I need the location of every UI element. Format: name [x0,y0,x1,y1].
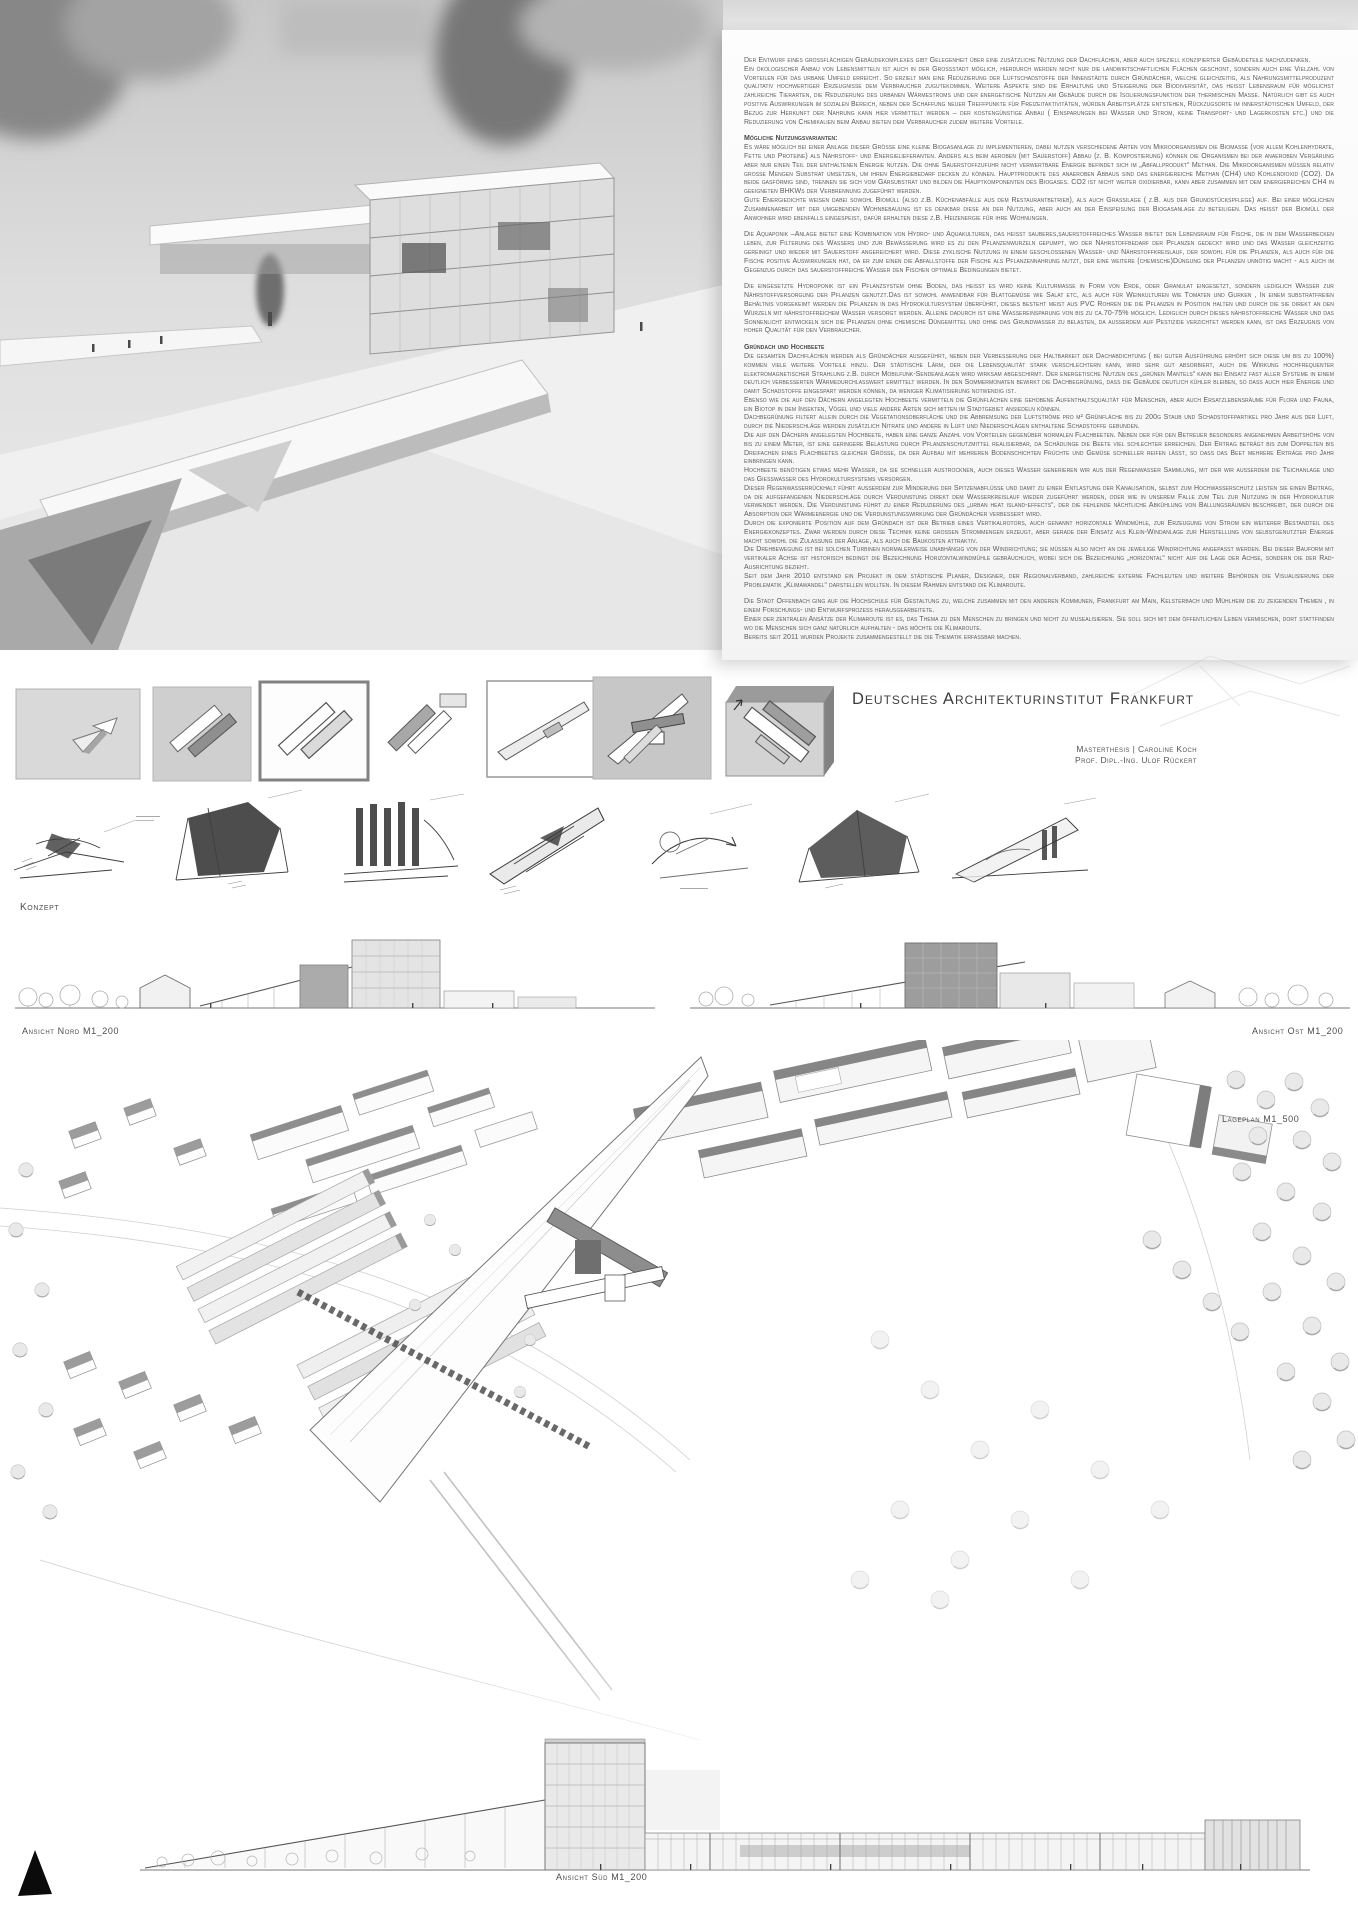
lageplan-label: Lageplan M1_500 [1222,1114,1300,1124]
article-paragraph: Ebenso wie die auf den Dächern angelegten Hochbeete vermitteln die Grünflächen eine gehobene Aufenthaltsqualität für Menschen, aber auch Ersatzlebensräume für Flora und Fauna, ein Biotop in dem Insekten, Vögel und viele andere Arten sich mitten im Stadtgebiet ansiedeln können. [744,396,1334,413]
north-arrow-icon [14,1846,58,1900]
elevations-nord-ost [0,925,1358,1020]
field-trees [851,1331,1169,1609]
article-paragraph: Die eingesetzte Hydroponik ist ein Pflanzsystem ohne Boden, das heisst es wird keine Kulturmasse in Form von Erde, oder Granulat eingesetzt, sondern lediglich Wasser zur Nährstoffversorgung der Pflanzen genutzt.Das ist sowohl anwendbar für Blattgemüse wie Salat etc, als auch für Weinkulturen wie Tomaten und Gurken , In einem substratfreien Behältnis vorgekeimt werden die Pflanzen in das Hydrokultursystem überführt, dieses besteht meist aus PVC Rohren die die Pflanzen in Position halten und durch die sie direkt an den Wurzeln mit nährstoffreichem Wasser versorgt werden. Alleine dadurch ist eine Wassereinsparung von bis zu ca.70-75% möglich. Lediglich durch dieses nährstoffreiche Wasser und das Sonnenlicht entwickeln sich die Pflanzen ohne chemische Düngemittel und ohne das Grundwasser zu belasten, da ausserdem auf Pestizide verzichtet werden kann, ist das Erzeugnis von hoher Qualität für den Verbraucher. [744,283,1334,335]
article-paragraph: Die Stadt Offenbach ging auf die Hochschule für Gestaltung zu, welche zusammen mit den anderen Kommunen, Frankfurt am Main, Kelsterbach und Mühlheim die zu zeigenden Themen , in einem Forschungs- und Entwurfsprozess herausgearbeitete. [744,598,1334,615]
ansicht-nord-label: Ansicht Nord M1_200 [22,1026,120,1036]
model-main-building [355,163,614,354]
article-paragraph: Die Aquaponik –Anlage bietet eine Kombination von Hydro- und Aquakulturen, das heisst sauberes,sauerstoffreiches Wasser bietet den Lebensraum für Fische, die in dem Wasserbecken leben, zur Filterung des Wassers und zur Bewässerung wird es zu den Pflanzenwurzeln gepumpt, wo der Nährstoffbedarf der Pflanzen gedeckt wird und das Wasser gleichzeitig gereinigt und wieder mit Sauerstoff angereichert wird. Diese zyklische Nutzung in einem geschlossenen Wasser- und Nährstoffkreislauf, der sowohl für die Pflanzen, als auch für die Fische positive Auswirkungen hat, da er zum einen die Abfallstoffe der Fische als Pflanzennahrung nutzt, der eine weitere (chemische)Düngung der Pflanzen unnötig macht - als auch im Gegenzug durch das sauerstoffreiche Wasser den Fischen optimale Bedingungen bietet. [744,231,1334,274]
article-paragraph: Seit dem Jahr 2010 entstand ein Projekt in dem städtische Planer, Designer, der Regionalverband, zahlreiche externe Fachleuten und weitere Behörden die Visualisierung der Problematik „Klimawandel“ darstellen wollten. In diesem Rahmen entstand die Klimaroute. [744,572,1334,589]
article-paragraph: Gute Energiedichte weisen dabei sowohl Biomüll (also z.B. Küchenabfälle aus dem Restaurantbetrieb), als auch Grassilage ( z.B. aus der Grundstückspflege) auf. Bei einer möglichen Zusammenarbeit mit der umgebenden Wohnbebauung ist es denkbar diese an der Nutzung, aber auch an der Einspeisung der Biogasanlage zu beteiligen. Das heisst der Biomüll der Anwohner wird ebenfalls eingespeist, dafür erhalten diese z.B. Heizenergie für ihre Wohnungen. [744,196,1334,222]
article-paragraph: Bereits seit 2011 wurden Projekte zusammengestellt die die Thematik erfassbar machen. [744,633,1022,641]
article-paragraph: Die Drehbewegung ist bei solchen Turbinen normalerweise unabhängig von der Windrichtung; sie müssen also nicht an die jeweilige Windrichtung angepasst werden. Bei dieser Bauform mit vertikaler Achse ist historisch bedingt die Bezeichnung Horizontalwindmühle gebräuchlich, wobei sich die Bezeichnung „horizontal“ nicht auf die Lage der Achse, sondern die der Rad-Ausrichtung bezieht. [744,546,1334,572]
credits-professor: Prof. Dipl.-Ing. Ulof Rückert [1075,755,1197,765]
article-paragraph: Einer der zentralen Ansätze der Klimaroute ist es, das Thema zu den Menschen zu bringen und nicht zu musealisieren. Sie soll sich mit dem öffentlichen Leben vermischen, dort stattfinden wo die Menschen sich ganz natürlich aufhalten - das möchte die Klimaroute. [744,616,1334,632]
hall-rows-1 [176,1169,407,1344]
houses-lower-left [64,1351,262,1468]
article-paragraph: Der Entwurf eines grossflächigen Gebäudekomplexes gibt Gelegenheit über eine zusätzliche Nutzung der Dachflächen, aber auch speziell konzipierter Gebäudeteile nachzudenken. [744,57,1311,64]
article-heading-gruendach: Gründach und Hochbeete [744,344,825,352]
concept-box-2 [152,686,252,782]
model-photo [0,0,723,650]
konzept-label: Konzept [20,902,60,913]
credits-block [957,744,1197,766]
concept-box-4 [378,686,474,774]
concept-box-5 [486,680,606,778]
city-blocks-upper-right [632,1040,1159,1189]
article-paragraph: Die auf den Dächern angelegten Hochbeete, haben eine ganze Anzahl von Vorteilen gegenüber normalen Flachbeeten. Neben der für den Betreuer besonders angenehmen Arbeitshöhe von bis zu einem Meter, ist eine geringere Belastung durch Pflanzenschutzmittel realisierbar, da Schädlinge die Beete viel schlechter erreichen. Der Ertrag beträgt bis zum Doppelten bis Dreifachen eines Flachbeetes gleicher Grösse, da der Aufbau mit mehreren Bodenschichten Früchte und Gemüse schneller reifen lässt, so dass das Beet mehrere Erträge pro Jahr einbringen kann. [744,432,1334,466]
article-heading-nutzungsvarianten: Mögliche Nutzungsvarianten: [744,135,838,143]
site-plan-drawing [0,1040,1358,1780]
article-paragraph: Hochbeete benötigen etwas mehr Wasser, da sie schneller austrocknen, auch dieses Wasser generieren wir aus der Regenwasser Sammlung, mit der wir ausserdem die Teichanlage und das Giesswasser des Hydrokultursystems versorgen. [744,467,1334,484]
concept-box-6 [592,676,712,780]
concept-box-3 [258,680,370,782]
credits-masterthesis: Masterthesis | Caroline Koch [1076,744,1197,754]
concept-sketches [0,786,1100,908]
article-paragraph: Dieser Regenwasserrückhalt führt ausserdem zur Minderung der Spitzenabflüsse und damit zu einer Entlastung der Kanalisation, selbst zum Hochwasserschutz leisten sie einen Beitrag, da die aufgefangenen Niederschläge durch Verdunstung direkt dem Wasserkreislauf wieder zugeführt werden, oder wie in unserem Falle zum Teil zur Nutzung in der Hydrokultur verwendet werden. Die Verdunstung führt zu einer Reduzierung des „urban heat island-effects“, der die fehlende nächtliche Abkühlung von Ballungsräumen beschreibt, der durch die Absorption der Wärmeenergie und die Verdunstungswirkung der Gründächer verbessert wird. [744,484,1334,519]
ansicht-ost-label: Ansicht Ost M1_200 [1252,1026,1344,1036]
article-paragraph: Es wäre möglich bei einer Anlage dieser Grösse eine kleine Biogasanlage zu implementieren, dabei nutzen verschiedene Arten von Mikroorganismen die Biomasse (vor allem Kohlenhydrate, Fette und Proteine) als Nährstoff- und Energielieferanten. Anders als beim aeroben (mit Sauerstoff) Abbau (z. B. Kompostierung) können die Organismen bei der anaeroben Vergärung aber nur einen Teil der enthaltenen Energie nutzen. Die ohne Sauerstoffzufuhr nicht verwertbare Energie befindet sich im „Abfallprodukt“ Methan. Die Mikroorganismen müssen relativ grosse Mengen Substrat umsetzen, um ihren Energiebedarf decken zu können. Hauptprodukte des anaeroben Abbaus sind das energiereiche Methan (CH4) und Kohlendioxid (CO2). Da beide gasförmig sind, trennen sie sich vom Gärsubstrat und bilden die Hauptkomponenten des Biogases. CO2 ist nicht weiter oxidierbar, kann aber zusammen mit dem energiereichen CH4 in geeigneten BHKWs der Verbrennung zugeführt werden. [744,144,1334,196]
article-paragraph: Ein ökologischer Anbau von Lebensmitteln ist auch in der Grossstadt möglich, hierdurch werden nicht nur die landwirtschaftlichen Flächen geschont, sondern auch eine Vielzahl von Vorteilen für das urbane Umfeld erreicht. So erzielt man eine Reduzierung der Luftschadstoffe der Innenstädte durch Gründächer, welche gleichzeitig, als Nahrungsmittelproduzent qualitativ hochwertiger Erzeugnisse dem Verbraucher zugutekommen. Weitere Aspekte sind die Erhaltung und Steigerung der Biodiversität, das heisst Lebensraum für möglichst zahlreiche Tierarten, die Reduzierung des urbanen Wärmestroms und der energetische Nutzen am Gebäude durch die Isolierungsfunktion der thermischen Masse. Natürlich gibt es auch positive Auswirkungen im sozialen Bereich, neben der Schaffung neuer Treffpunkte für Freizeitaktivitäten, würden Arbeitsplätze entstehen, Rückzugsorte im innerstädtischen Umfeld, der Bezug zur Herkunft der Nahrung kann hier vermittelt werden – der kostengünstige Anbau ( Einsparungen bei Wasser und Strom, keine Transport- und Lagerkosten etc.) und die Reduzierung von Chemikalien beim Anbau bieten dem Verbraucher zudem weitere Vorteile. [744,65,1334,126]
houses-left [59,1099,206,1198]
ansicht-sued-label: Ansicht Süd M1_200 [556,1872,648,1882]
article-paragraph: Dachbegrünung filtert allein durch die Vegetationsoberfläche und die Abbremsung der Luftströme pro m² Grünfläche bis zu 200g Staub und Schadstoffpartikel pro Jahr aus der Luft, durch die Niederschläge werden zusätzlich Nitrate und andere in Luft und Niederschlägen enthaltene Schadstoffe gebunden. [744,414,1334,431]
concept-box-1 [15,688,141,780]
project-text-panel [722,30,1358,660]
elevation-nord [15,940,655,1008]
trees-left [9,1163,57,1519]
city-blocks-upper-left [245,1043,542,1228]
elevation-ost [690,943,1350,1008]
board-title: Deutsches Architekturinstitut Frankfurt [852,690,1195,708]
project-logo [720,680,838,780]
article-paragraph: Die gesamten Dachflächen werden als Gründächer ausgeführt, neben der Verbesserung der Haltbarkeit der Dachabdichtung ( bei guter Ausführung erhöht sich diese um bis zu 100%) kommen viele weitere Vorteile hinzu. Der städtische Lärm, der die Lebensqualität stark verschlechtern kann, wird sehr gut absorbiert, auch die Wirkung hochfrequenter elektromagnetischer Strahlung z.B. durch Mobilfunk-Sendeanlagen wird wirksam abgeschirmt. Der energetische Nutzen des „grünen Mantels“ kann bei Einsatz fast aller Systeme in einem deutlich verbesserten Wärmedurchlasswert ermittelt werden. In den Sommermonaten bewirkt die Dachbegrünung, dass die Gebäude deutlich kühler bleiben, so dass auch hier Energie und damit Schadstoffe eingespart werden können, da weniger Klimatisierung notwendig ist. [744,352,1334,396]
article-paragraph: Durch die exponierte Position auf dem Gründach ist der Betrieb eines Vertikalrotors, auch genannt horizontale Windmühle, zur Erzeugung von Strom ein weiterer Bestandteil des Energiekonzeptes. Zwar werden durch diese Technik keine grossen Strommengen erzeugt, aber gerade der Einsatz als Klein-Windanlage zur Herstellung von selbstgenutzter Energie macht sowohl die Zulassung der Anlage, als auch die Baukosten attraktiv. [744,520,1334,545]
elevation-sued [130,1725,1320,1875]
